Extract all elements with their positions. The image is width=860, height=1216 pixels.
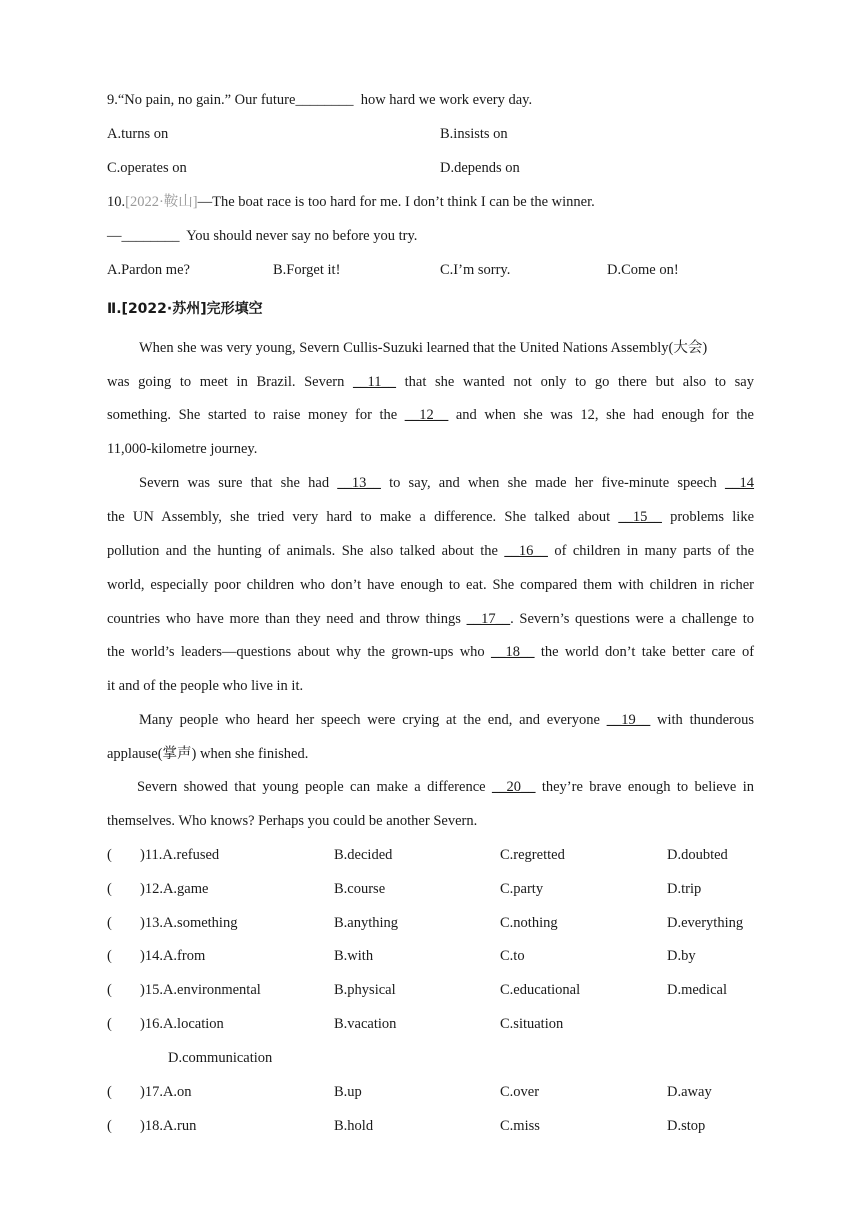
choice-12-c: C.party (500, 881, 544, 897)
choice-11-b: B.decided (334, 847, 393, 863)
choice-15-c: C.educational (500, 982, 581, 998)
blank-16: __16__ (504, 543, 548, 559)
q10-blank: ________ (121, 228, 180, 244)
choice-14-b: B.with (334, 948, 374, 964)
passage-line-7: pollution and the hunting of animals. She also talked about the __16__ of children in many parts of the (107, 543, 755, 559)
choice-16-b: B.vacation (334, 1016, 397, 1032)
q10-number: 10. (107, 194, 126, 210)
choice-15-a: )15.A.environmental (140, 982, 261, 998)
passage-line-6: the UN Assembly, she tried very hard to make a difference. She talked about __15__ problems like (107, 509, 754, 525)
passage-line-3: something. She started to raise money for the __12__ and when she was 12, she had enough for the (107, 407, 754, 423)
q10-stem-text: —The boat race is too hard for me. I don’t think I can be the winner. (197, 194, 595, 210)
q10-source-tag: [2022·鞍山] (125, 194, 198, 210)
passage-line-15: themselves. Who knows? Perhaps you could be another Severn. (107, 813, 478, 829)
blank-14: __14 (725, 475, 755, 491)
choice-16-a: )16.A.location (140, 1016, 224, 1032)
choice-16-c: C.situation (500, 1016, 564, 1032)
blank-15: __15__ (618, 509, 662, 525)
choice-18-d: D.stop (667, 1118, 706, 1134)
q9-blank: ________ (295, 92, 354, 108)
choice-18-b: B.hold (334, 1118, 374, 1134)
choice-14-d: D.by (667, 948, 696, 964)
blank-18: __18__ (491, 644, 535, 660)
section-heading: Ⅱ.[2022·苏州]完形填空 (107, 301, 263, 317)
q10-reply (107, 226, 417, 246)
choice-18-a: )18.A.run (140, 1118, 197, 1134)
passage-line-13: applause(掌声) when she finished. (107, 746, 309, 762)
answer-paren[interactable]: ( (107, 982, 112, 998)
choice-17-d: D.away (667, 1084, 712, 1100)
blank-20: __20__ (491, 779, 536, 795)
choice-12-a: )12.A.game (140, 881, 209, 897)
q9-stem-text-end: how hard we work every day. (353, 92, 533, 108)
answer-paren[interactable]: ( (107, 881, 112, 897)
answer-paren[interactable]: ( (107, 1016, 112, 1032)
q10-option-b: B.Forget it! (273, 262, 341, 278)
blank-11: __11__ (353, 374, 396, 390)
blank-12: __12__ (404, 407, 449, 423)
passage-line-4: 11,000-kilometre journey. (107, 441, 258, 457)
choice-13-b: B.anything (334, 915, 399, 931)
choice-16-d: D.communication (168, 1050, 273, 1066)
q9-option-c: C.operates on (107, 160, 187, 176)
passage-line-8: world, especially poor children who don’t have enough to eat. She compared them with children in richer (107, 577, 754, 593)
choice-11-c: C.regretted (500, 847, 565, 863)
choice-11-a: )11.A.refused (140, 847, 220, 863)
blank-17: __17__ (466, 611, 511, 627)
choice-17-b: B.up (334, 1084, 362, 1100)
answer-paren[interactable]: ( (107, 847, 112, 863)
choice-11-d: D.doubted (667, 847, 728, 863)
q10-stem (107, 192, 595, 212)
q10-option-a: A.Pardon me? (107, 262, 190, 278)
choice-14-a: )14.A.from (140, 948, 206, 964)
choice-12-b: B.course (334, 881, 386, 897)
choice-18-c: C.miss (500, 1118, 540, 1134)
q10-reply-text: You should never say no before you try. (179, 228, 418, 244)
choice-13-d: D.everything (667, 915, 744, 931)
blank-13: __13__ (337, 475, 381, 491)
q10-option-c: C.I’m sorry. (440, 262, 511, 278)
passage-line-11: it and of the people who live in it. (107, 678, 304, 694)
blank-19: __19__ (606, 712, 651, 728)
choice-12-d: D.trip (667, 881, 702, 897)
choice-17-a: )17.A.on (140, 1084, 192, 1100)
choice-15-d: D.medical (667, 982, 727, 998)
q9-option-a: A.turns on (107, 126, 169, 142)
q9-option-d: D.depends on (440, 160, 520, 176)
passage-line-10: the world’s leaders—questions about why the grown-ups who __18__ the world don’t take better care of (107, 644, 755, 660)
passage-line-1: When she was very young, Severn Cullis-Suzuki learned that the United Nations Assembly(大会) (139, 340, 708, 356)
q10-option-d: D.Come on! (607, 262, 679, 278)
passage-line-14: Severn showed that young people can make a difference __20__ they’re brave enough to believe in (137, 779, 755, 795)
passage-line-5: Severn was sure that she had __13__ to say, and when she made her five-minute speech __14 (139, 475, 755, 491)
q9-stem-text: 9.“No pain, no gain.” Our future (107, 92, 296, 108)
q10-reply-dash: — (107, 228, 122, 244)
choice-15-b: B.physical (334, 982, 396, 998)
q9-option-b: B.insists on (440, 126, 508, 142)
answer-paren[interactable]: ( (107, 948, 112, 964)
passage-line-9: countries who have more than they need and throw things __17__. Severn’s questions were a challenge to (107, 611, 754, 627)
choice-14-c: C.to (500, 948, 525, 964)
choice-13-a: )13.A.something (140, 915, 238, 931)
passage-line-12: Many people who heard her speech were crying at the end, and everyone __19__ with thunderous (139, 712, 755, 728)
answer-paren[interactable]: ( (107, 1084, 112, 1100)
answer-paren[interactable]: ( (107, 1118, 112, 1134)
q9-stem (107, 90, 532, 110)
passage-line-2: was going to meet in Brazil. Severn __11__ that she wanted not only to go there but also to say (107, 374, 754, 390)
choice-17-c: C.over (500, 1084, 540, 1100)
answer-paren[interactable]: ( (107, 915, 112, 931)
choice-13-c: C.nothing (500, 915, 558, 931)
